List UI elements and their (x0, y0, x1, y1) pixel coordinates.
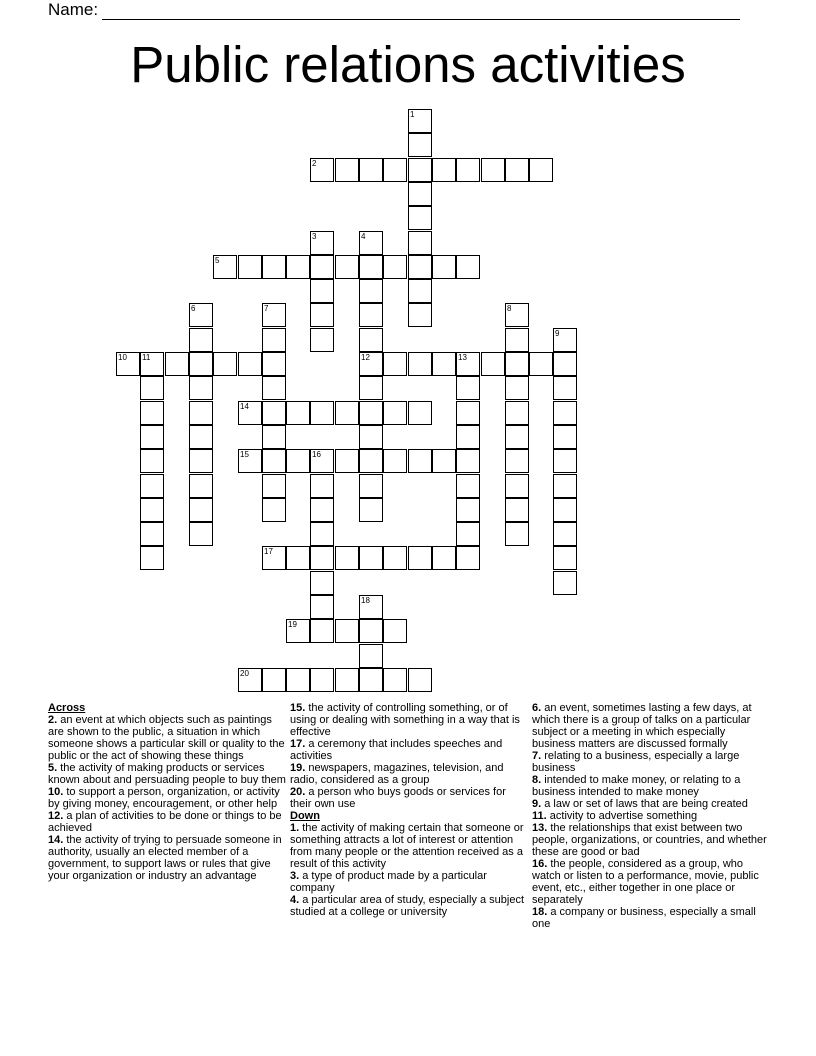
crossword-cell[interactable] (456, 352, 480, 376)
crossword-cell[interactable] (335, 546, 359, 570)
clue-number: 12 (361, 353, 370, 362)
crossword-cell[interactable] (213, 255, 237, 279)
crossword-cell[interactable] (359, 328, 383, 352)
crossword-cell[interactable] (310, 279, 334, 303)
across-heading: Across (48, 702, 86, 714)
crossword-cell[interactable] (383, 449, 407, 473)
crossword-cell[interactable] (238, 668, 262, 692)
clue-across-14: 14. the activity of trying to persuade someone in authority, usually an elected member of a government, to support laws or rules that give your organization or industry an advantage (48, 834, 282, 882)
clue-down-11: 11. activity to advertise something (532, 810, 698, 822)
crossword-cell[interactable] (408, 449, 432, 473)
page-title: Public relations activities (130, 36, 686, 93)
crossword-cell[interactable] (286, 255, 310, 279)
crossword-cell[interactable] (359, 668, 383, 692)
crossword-cell[interactable] (359, 401, 383, 425)
crossword-cell[interactable] (189, 522, 213, 546)
clue-number: 5 (215, 256, 220, 265)
crossword-cell[interactable] (310, 328, 334, 352)
crossword-cell[interactable] (189, 425, 213, 449)
crossword-cell[interactable] (262, 425, 286, 449)
crossword-cell[interactable] (505, 474, 529, 498)
crossword-cell[interactable] (189, 376, 213, 400)
crossword-cell[interactable] (553, 425, 577, 449)
clue-number: 18 (361, 596, 370, 605)
crossword-cell[interactable] (286, 401, 310, 425)
crossword-cell[interactable] (481, 158, 505, 182)
clue-number: 15 (240, 450, 249, 459)
clue-across-17: 17. a ceremony that includes speeches and activities (290, 738, 503, 762)
crossword-cell[interactable] (140, 498, 164, 522)
crossword-cell[interactable] (359, 376, 383, 400)
crossword-cell[interactable] (310, 401, 334, 425)
crossword-cell[interactable] (408, 303, 432, 327)
crossword-cell[interactable] (456, 376, 480, 400)
crossword-cell[interactable] (408, 352, 432, 376)
crossword-cell[interactable] (432, 449, 456, 473)
crossword-cell[interactable] (553, 474, 577, 498)
crossword-cell[interactable] (335, 255, 359, 279)
crossword-cell[interactable] (553, 449, 577, 473)
crossword-cell[interactable] (505, 352, 529, 376)
crossword-cell[interactable] (408, 109, 432, 133)
clue-number: 20 (240, 669, 249, 678)
crossword-cell[interactable] (310, 668, 334, 692)
clue-number: 9 (555, 329, 560, 338)
crossword-cell[interactable] (262, 546, 286, 570)
clues-column-2 (290, 702, 528, 918)
crossword-cell[interactable] (408, 401, 432, 425)
crossword-cell[interactable] (310, 303, 334, 327)
crossword-cell[interactable] (408, 546, 432, 570)
crossword-cell[interactable] (408, 206, 432, 230)
crossword-cell[interactable] (359, 546, 383, 570)
clue-number: 16 (312, 450, 321, 459)
crossword-cell[interactable] (310, 571, 334, 595)
crossword-cell[interactable] (238, 449, 262, 473)
name-label: Name: (48, 0, 99, 19)
crossword-cell[interactable] (408, 231, 432, 255)
crossword-cell[interactable] (335, 401, 359, 425)
crossword-cell[interactable] (140, 352, 164, 376)
crossword-cell[interactable] (408, 133, 432, 157)
clue-down-4: 4. a particular area of study, especially a subject studied at a college or university (290, 894, 524, 918)
crossword-cell[interactable] (165, 352, 189, 376)
crossword-cell[interactable] (359, 303, 383, 327)
crossword-cell[interactable] (262, 303, 286, 327)
crossword-cell[interactable] (383, 158, 407, 182)
crossword-cell[interactable] (359, 644, 383, 668)
crossword-cell[interactable] (310, 255, 334, 279)
clue-down-13: 13. the relationships that exist between two people, organizations, or countries, and whether these are good or bad (532, 822, 767, 858)
crossword-cell[interactable] (553, 401, 577, 425)
crossword-cell[interactable] (383, 546, 407, 570)
crossword-cell[interactable] (335, 619, 359, 643)
crossword-cell[interactable] (383, 668, 407, 692)
clue-number: 19 (288, 620, 297, 629)
crossword-cell[interactable] (359, 352, 383, 376)
crossword-cell[interactable] (116, 352, 140, 376)
crossword-cell[interactable] (553, 376, 577, 400)
crossword-cell[interactable] (553, 546, 577, 570)
crossword-cell[interactable] (189, 449, 213, 473)
crossword-cell[interactable] (335, 668, 359, 692)
crossword-cell[interactable] (310, 595, 334, 619)
clue-down-16: 16. the people, considered as a group, who watch or listen to a performance, movie, public event, etc., either together in one place or separately (532, 858, 759, 906)
crossword-cell[interactable] (335, 158, 359, 182)
crossword-cell[interactable] (408, 158, 432, 182)
crossword-cell[interactable] (408, 255, 432, 279)
clue-down-6: 6. an event, sometimes lasting a few days, at which there is a group of talks on a particular subject or a meeting in which especially business matters are discussed formally (532, 702, 752, 750)
crossword-cell[interactable] (310, 449, 334, 473)
crossword-cell[interactable] (553, 328, 577, 352)
clue-number: 3 (312, 232, 317, 241)
crossword-cell[interactable] (189, 474, 213, 498)
crossword-cell[interactable] (456, 255, 480, 279)
crossword-cell[interactable] (262, 328, 286, 352)
crossword-cell[interactable] (505, 425, 529, 449)
crossword-cell[interactable] (505, 401, 529, 425)
down-heading: Down (290, 810, 320, 822)
clue-down-8: 8. intended to make money, or relating to a business intended to make money (532, 774, 741, 798)
crossword-cell[interactable] (529, 352, 553, 376)
clue-across-10: 10. to support a person, organization, or activity by giving money, encouragement, or other help (48, 786, 280, 810)
crossword-cell[interactable] (310, 619, 334, 643)
crossword-cell[interactable] (359, 279, 383, 303)
crossword-cell[interactable] (505, 303, 529, 327)
clue-across-15: 15. the activity of controlling something, or of using or dealing with something in a way that is effective (290, 702, 520, 738)
crossword-cell[interactable] (310, 522, 334, 546)
crossword-cell[interactable] (140, 474, 164, 498)
clue-down-9: 9. a law or set of laws that are being created (532, 798, 748, 810)
crossword-cell[interactable] (189, 498, 213, 522)
clue-across-2: 2. an event at which objects such as paintings are shown to the public, a situation in which someone shows a particular skill or quality to the public or the act of showing these things (48, 714, 285, 762)
crossword-cell[interactable] (189, 352, 213, 376)
crossword-cell[interactable] (383, 619, 407, 643)
crossword-cell[interactable] (286, 449, 310, 473)
crossword-cell[interactable] (456, 522, 480, 546)
crossword-cell[interactable] (140, 376, 164, 400)
clues-column-1 (48, 702, 286, 882)
crossword-cell[interactable] (359, 474, 383, 498)
crossword-cell[interactable] (140, 449, 164, 473)
clue-across-19: 19. newspapers, magazines, television, and radio, considered as a group (290, 762, 504, 786)
crossword-cell[interactable] (456, 498, 480, 522)
crossword-cell[interactable] (456, 546, 480, 570)
clue-number: 13 (458, 353, 467, 362)
crossword-cell[interactable] (310, 474, 334, 498)
crossword-cell[interactable] (262, 255, 286, 279)
clue-number: 11 (142, 353, 151, 362)
clue-across-20: 20. a person who buys goods or services for their own use (290, 786, 506, 810)
crossword-cell[interactable] (140, 401, 164, 425)
crossword-cell[interactable] (432, 255, 456, 279)
crossword-cell[interactable] (189, 401, 213, 425)
clue-down-3: 3. a type of product made by a particular company (290, 870, 487, 894)
clues-column-3 (532, 702, 770, 930)
crossword-cell[interactable] (359, 425, 383, 449)
crossword-cell[interactable] (310, 546, 334, 570)
crossword-cell[interactable] (383, 255, 407, 279)
clue-down-1: 1. the activity of making certain that someone or something attracts a lot of interest or attention from many people or the attention received as a result of this activity (290, 822, 524, 870)
crossword-cell[interactable] (310, 498, 334, 522)
crossword-cell[interactable] (359, 498, 383, 522)
crossword-cell[interactable] (553, 522, 577, 546)
crossword-cell[interactable] (238, 401, 262, 425)
crossword-cell[interactable] (189, 303, 213, 327)
crossword-cell[interactable] (213, 352, 237, 376)
crossword-cell[interactable] (262, 376, 286, 400)
crossword-cell[interactable] (189, 328, 213, 352)
crossword-cell[interactable] (238, 352, 262, 376)
crossword-cell[interactable] (553, 571, 577, 595)
crossword-cell[interactable] (286, 546, 310, 570)
clue-number: 4 (361, 232, 366, 241)
crossword-cell[interactable] (505, 158, 529, 182)
clue-number: 10 (118, 353, 127, 362)
crossword-cell[interactable] (140, 546, 164, 570)
crossword-cell[interactable] (505, 498, 529, 522)
crossword-cell[interactable] (238, 255, 262, 279)
crossword-cell[interactable] (262, 449, 286, 473)
clue-number: 14 (240, 402, 249, 411)
clue-number: 1 (410, 110, 415, 119)
crossword-cell[interactable] (505, 328, 529, 352)
clue-across-5: 5. the activity of making products or services known about and persuading people to buy them (48, 762, 286, 786)
crossword-cell[interactable] (456, 449, 480, 473)
crossword-cell[interactable] (262, 498, 286, 522)
crossword-cell[interactable] (262, 474, 286, 498)
crossword-cell[interactable] (140, 522, 164, 546)
crossword-cell[interactable] (286, 668, 310, 692)
crossword-cell[interactable] (262, 352, 286, 376)
crossword-cell[interactable] (529, 158, 553, 182)
crossword-cell[interactable] (553, 352, 577, 376)
clue-down-7: 7. relating to a business, especially a large business (532, 750, 740, 774)
crossword-cell[interactable] (383, 401, 407, 425)
clue-number: 7 (264, 304, 269, 313)
clue-number: 2 (312, 159, 317, 168)
crossword-cell[interactable] (359, 158, 383, 182)
clue-down-18: 18. a company or business, especially a small one (532, 906, 756, 930)
crossword-cell[interactable] (505, 449, 529, 473)
crossword-cell[interactable] (335, 449, 359, 473)
crossword-cell[interactable] (408, 668, 432, 692)
crossword-cell[interactable] (262, 401, 286, 425)
crossword-cell[interactable] (456, 474, 480, 498)
crossword-cell[interactable] (359, 449, 383, 473)
crossword-cell[interactable] (553, 498, 577, 522)
crossword-cell[interactable] (310, 231, 334, 255)
crossword-cell[interactable] (505, 522, 529, 546)
clue-number: 17 (264, 547, 273, 556)
crossword-cell[interactable] (432, 352, 456, 376)
crossword-cell[interactable] (359, 231, 383, 255)
clue-number: 8 (507, 304, 512, 313)
crossword-cell[interactable] (456, 425, 480, 449)
crossword-cell[interactable] (505, 376, 529, 400)
crossword-cell[interactable] (408, 279, 432, 303)
crossword-cell[interactable] (432, 546, 456, 570)
crossword-cell[interactable] (310, 158, 334, 182)
crossword-cell[interactable] (262, 668, 286, 692)
crossword-cell[interactable] (286, 619, 310, 643)
crossword-cell[interactable] (383, 352, 407, 376)
crossword-cell[interactable] (359, 595, 383, 619)
crossword-cell[interactable] (359, 619, 383, 643)
crossword-cell[interactable] (359, 255, 383, 279)
clue-number: 6 (191, 304, 196, 313)
crossword-cell[interactable] (408, 182, 432, 206)
clue-across-12: 12. a plan of activities to be done or things to be achieved (48, 810, 282, 834)
crossword-cell[interactable] (456, 401, 480, 425)
crossword-cell[interactable] (140, 425, 164, 449)
crossword-cell[interactable] (432, 158, 456, 182)
crossword-cell[interactable] (456, 158, 480, 182)
crossword-cell[interactable] (481, 352, 505, 376)
